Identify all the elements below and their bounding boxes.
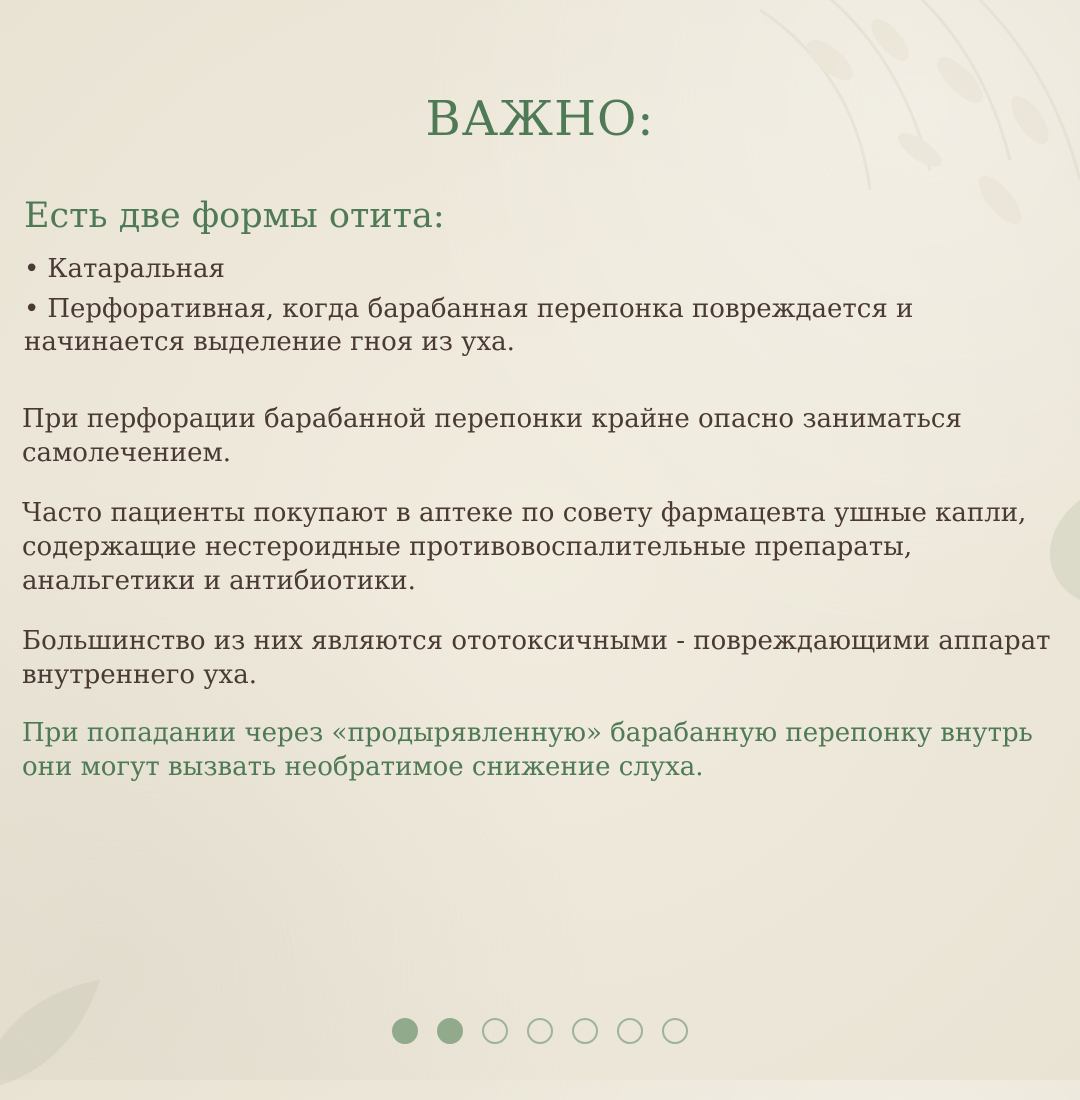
- otitis-forms-list: [24, 253, 1044, 366]
- pagination-dot-5[interactable]: [572, 1018, 598, 1044]
- pagination-dot-3[interactable]: [482, 1018, 508, 1044]
- pagination-dots: [0, 1018, 1080, 1044]
- section-subtitle: Есть две формы отита:: [24, 196, 445, 236]
- pagination-dot-2[interactable]: [437, 1018, 463, 1044]
- pagination-dot-7[interactable]: [662, 1018, 688, 1044]
- list-item-text: Катаральная: [47, 254, 225, 284]
- paragraph-hearing-loss: При попадании через «продырявленную» барабанную перепонку внутрь они могут вызвать необратимое снижение слуха.: [22, 718, 1033, 782]
- pagination-dot-6[interactable]: [617, 1018, 643, 1044]
- pagination-dot-4[interactable]: [527, 1018, 553, 1044]
- list-item-text: Перфоративная, когда барабанная перепонка повреждается и начинается выделение гноя из уха.: [24, 294, 914, 357]
- paragraph-ototoxic: Большинство из них являются ототоксичными - повреждающими аппарат внутреннего уха.: [22, 626, 1051, 690]
- bullet-icon: •: [24, 294, 40, 324]
- paragraph-perforation-warning: При перфорации барабанной перепонки крайне опасно заниматься самолечением.: [22, 404, 962, 468]
- pagination-dot-1[interactable]: [392, 1018, 418, 1044]
- list-item: [24, 293, 1044, 359]
- paragraph-ear-drops: Часто пациенты покупают в аптеке по совету фармацевта ушные капли, содержащие нестероидные противовоспалительные препараты, анальгетики и антибиотики.: [22, 498, 1027, 596]
- page-title: ВАЖНО:: [425, 91, 655, 147]
- list-item: [24, 253, 1044, 286]
- bullet-icon: •: [24, 254, 40, 284]
